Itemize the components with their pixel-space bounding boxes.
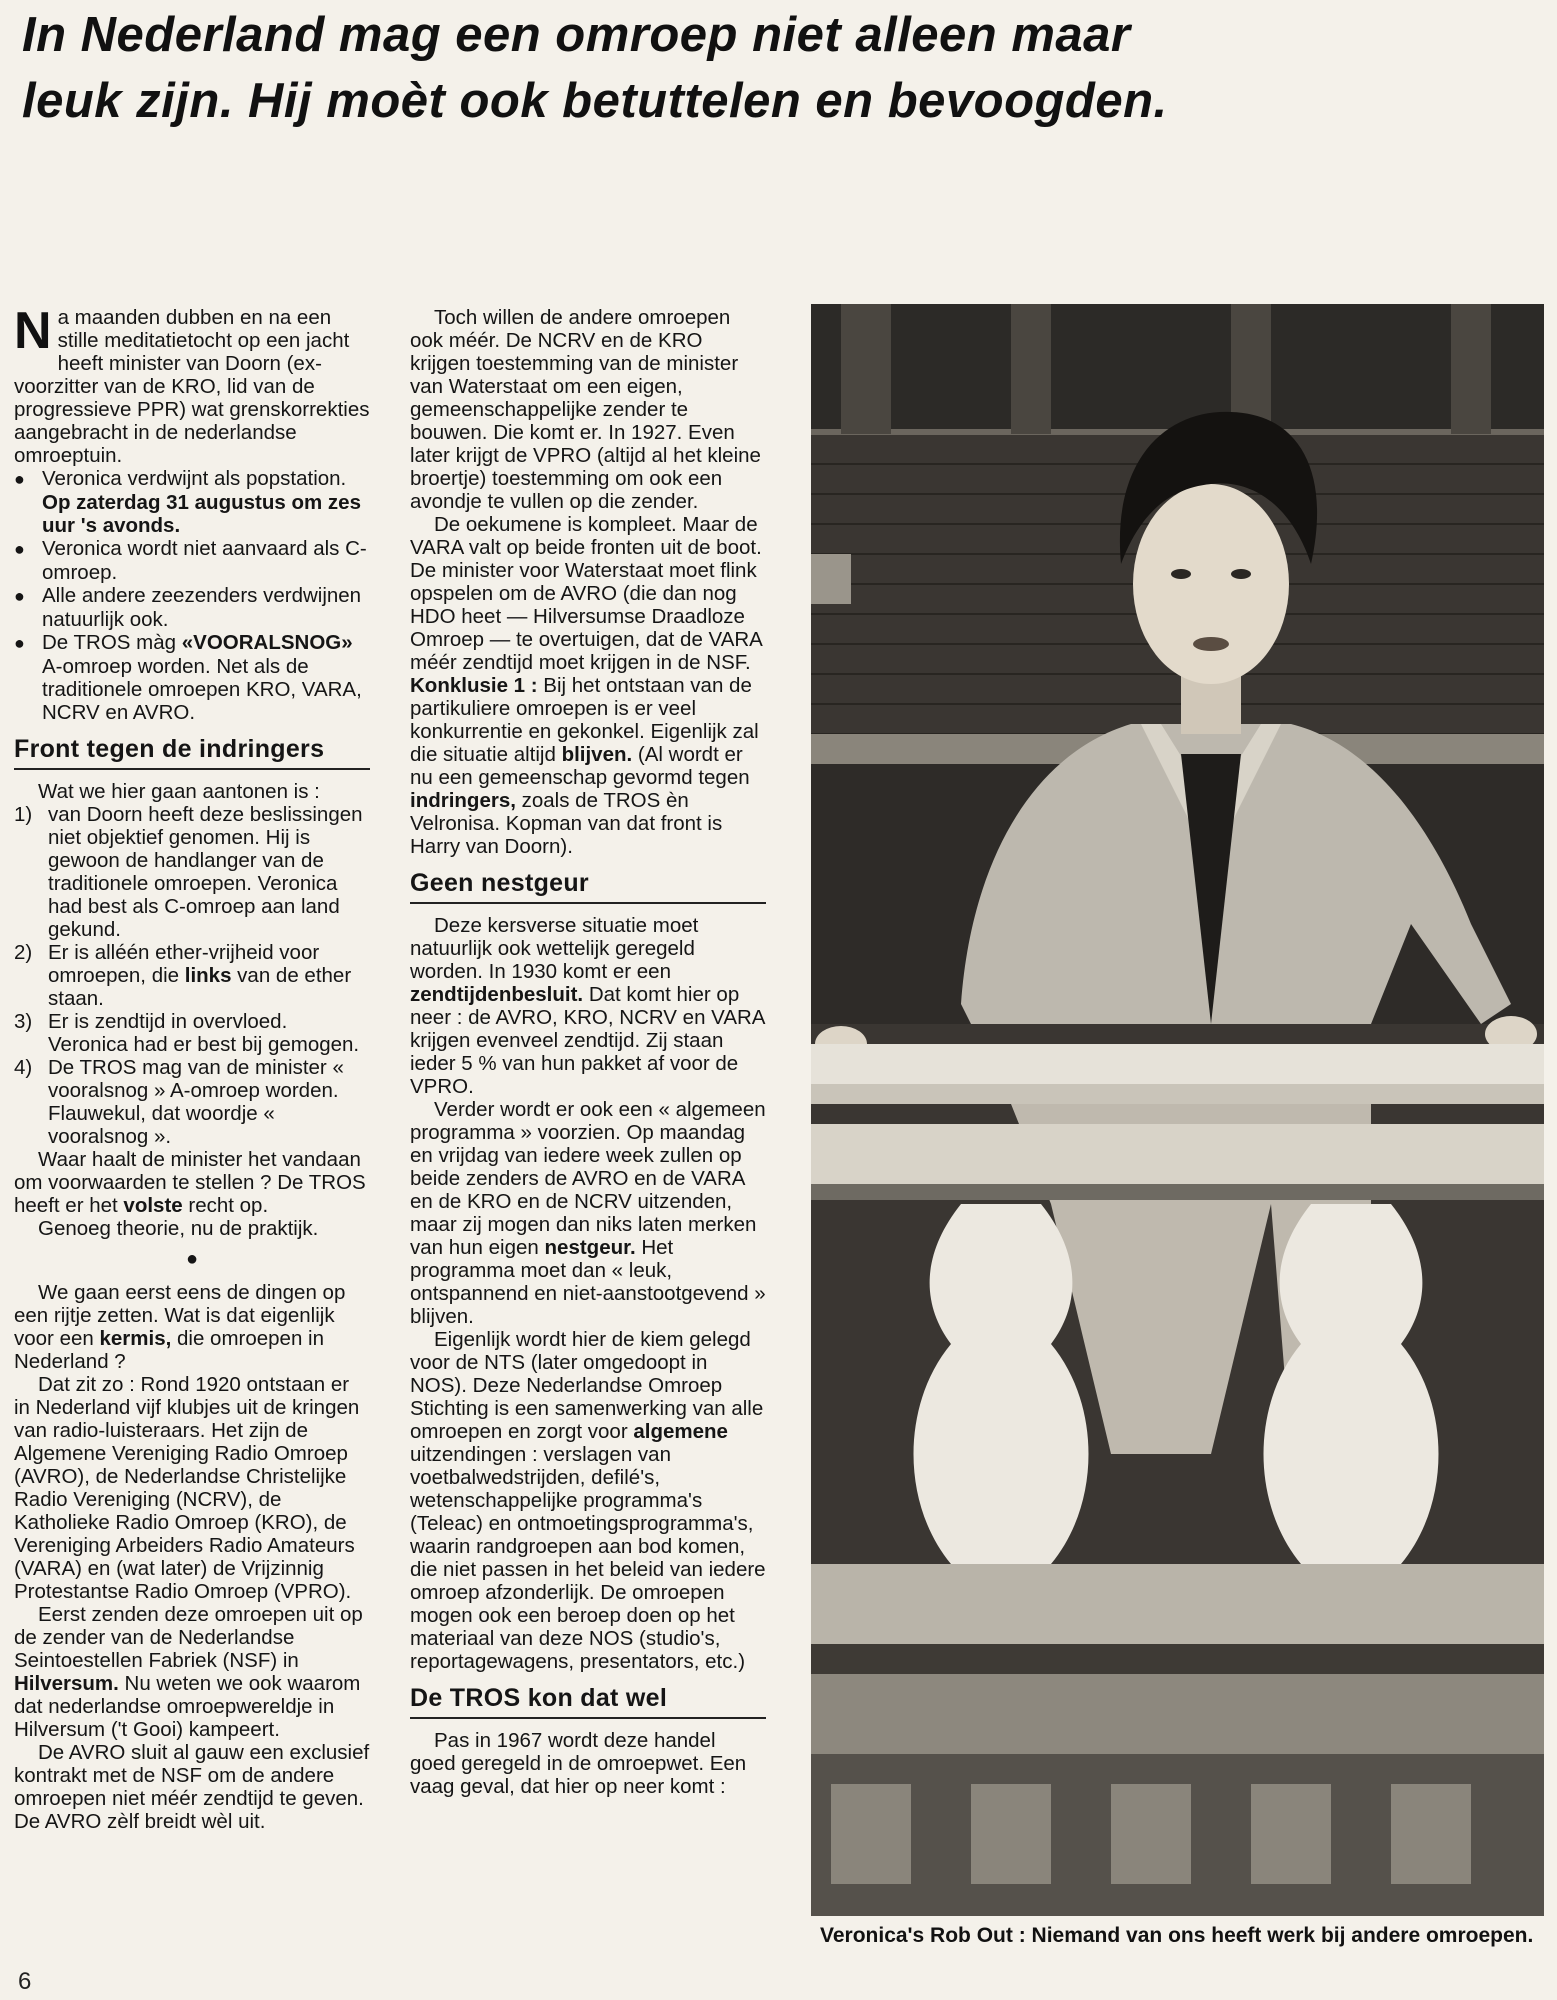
paragraph: Wat we hier gaan aantonen is : [38,780,320,803]
headline [22,2,1522,134]
photo-caption: Veronica's Rob Out : Niemand van ons heeft werk bij andere omroepen. [820,1924,1534,1947]
paragraph: Dat zit zo : Rond 1920 ontstaan er in Nederland vijf klubjes uit de kringen van radio-luisteraars. Het zijn de Algemene Vereniging Radio Omroep (AVRO), de Nederlandse Christelijke Radio Vereniging (NCRV), de Katholieke Radio Omroep (KRO), de Vereniging Arbeiders Radio Amateurs (VARA) en (wat later) de Vrijzinnig Protestantse Radio Omroep (VPRO). [14,1373,360,1603]
paragraph: We gaan eerst eens de dingen op een rijtje zetten. Wat is dat eigenlijk voor een kermis, die omroepen in Nederland ? [14,1281,346,1373]
bullet-icon: ● [14,539,25,559]
headline-line-2: leuk zijn. Hij moèt ook betuttelen en bevoogden. [22,74,1168,128]
paragraph: Toch willen de andere omroepen ook méér. De NCRV en de KRO krijgen toestemming van de minister van Waterstaat om een eigen, gemeenschappelijke zender te bouwen. Die komt er. In 1927. Even later krijgt de VPRO (altijd al het kleine broertje) toestemming om ook een avondje te vullen op die zender. [410,306,761,513]
paragraph: Waar haalt de minister het vandaan om voorwaarden te stellen ? De TROS heeft er het volste recht op. [14,1148,366,1217]
bullet-item: ● Veronica wordt niet aanvaard als C-omroep. [14,537,367,584]
paragraph: De oekumene is kompleet. Maar de VARA valt op beide fronten uit de boot. De minister voor Waterstaat moet flink opspelen om de AVRO (die dan nog HDO heet — Hilversumse Draadloze Omroep — te overtuigen, dat de VARA méér zendtijd moet krijgen in de NSF. [410,513,762,674]
photo-illustration [811,304,1544,1916]
bullet-icon: ● [14,586,25,606]
paragraph: Verder wordt er ook een « algemeen programma » voorzien. Op maandag en vrijdag van iedere week zullen op beide zenders de AVRO en de VARA en de KRO en de NCRV uitzenden, maar zij mogen dan niks laten merken van hun eigen nestgeur. Het programma moet dan « leuk, ontspannend en niet-aanstootgevend » blijven. [410,1098,766,1328]
bullet-item: ● Alle andere zeezenders verdwijnen natuurlijk ook. [14,584,362,631]
paragraph: Deze kersverse situatie moet natuurlijk ook wettelijk geregeld worden. In 1930 komt er een zendtijdenbesluit. Dat komt hier op neer : de AVRO, KRO, NCRV en VARA krijgen evenveel zendtijd. Zij staan ieder 5 % van hun pakket af voor de VPRO. [410,914,765,1098]
bullet-icon: ● [14,469,25,489]
subheading-nestgeur: Geen nestgeur [410,868,766,904]
portrait-photo [811,304,1544,1916]
bullet-item: ● De TROS màg «VOORALSNOG» A-omroep worden. Net als de traditionele omroepen KRO, VARA, NCRV en AVRO. [14,631,362,724]
bullet-icon: ● [14,633,25,653]
headline-line-1: In Nederland mag een omroep niet alleen maar [22,8,1131,62]
subheading-front: Front tegen de indringers [14,734,370,770]
intro-paragraph: Na maanden dubben en na een stille meditatietocht op een jacht heeft minister van Doorn (ex-voorzitter van de KRO, lid van de progressieve PPR) wat grenskorrekties aangebracht in de nederlandse omroeptuin. [14,302,370,467]
konklusie-paragraph: Konklusie 1 : Bij het ontstaan van de partikuliere omroepen is er veel konkurrentie en gekonkel. Eigenlijk zal die situatie altijd blijven. (Al wordt er nu een gemeenschap gevormd tegen indringers, zoals de TROS èn Velronisa. Kopman van dat front is Harry van Doorn). [410,674,759,858]
paragraph: Pas in 1967 wordt deze handel goed geregeld in de omroepwet. Een vaag geval, dat hier op neer komt : [410,1729,747,1798]
bullet-item: ● Veronica verdwijnt als popstation. Op zaterdag 31 augustus om zes uur 's avonds. [14,467,361,537]
numbered-point: 2) Er is alléén ether-vrijheid voor omroepen, die links van de ether staan. [14,941,352,1010]
numbered-point: 3) Er is zendtijd in overvloed. Veronica had er best bij gemogen. [14,1010,360,1056]
article-column-2 [410,306,766,1798]
paragraph: De AVRO sluit al gauw een exclusief kontrakt met de NSF om de andere omroepen niet méér zendtijd te geven. De AVRO zèlf breidt wèl uit. [14,1741,370,1833]
page-number: 6 [18,1968,32,1995]
paragraph: Eerst zenden deze omroepen uit op de zender van de Nederlandse Seintoestellen Fabriek (NSF) in Hilversum. Nu weten we ook waarom dat nederlandse omroepwereldje in Hilversum ('t Gooi) kampeert. [14,1603,363,1741]
separator-icon: ● [185,1248,199,1270]
numbered-point: 1) van Doorn heeft deze beslissingen niet objektief genomen. Hij is gewoon de handlanger van de traditionele omroepen. Veronica had best als C-omroep aan land gekund. [14,803,363,941]
subheading-tros: De TROS kon dat wel [410,1683,766,1719]
article-column-1 [14,302,370,1833]
paragraph: Genoeg theorie, nu de praktijk. [38,1217,319,1240]
drop-cap: N [14,302,52,360]
paragraph: Eigenlijk wordt hier de kiem gelegd voor de NTS (later omgedoopt in NOS). Deze Nederlandse Omroep Stichting is een samenwerking van alle omroepen en zorgt voor algemene uitzendingen : verslagen van voetbalwedstrijden, defilé's, wetenschappelijke programma's (Teleac) en ontmoetingsprogramma's, waarin randgroepen aan bod komen, die niet passen in het beleid van iedere omroep afzonderlijk. De omroepen mogen ook een beroep doen op het materiaal van deze NOS (studio's, reportagewagens, presentators, etc.) [410,1328,766,1673]
numbered-point: 4) De TROS mag van de minister « vooralsnog » A-omroep worden. Flauwekul, dat woordje « vooralsnog ». [14,1056,344,1148]
